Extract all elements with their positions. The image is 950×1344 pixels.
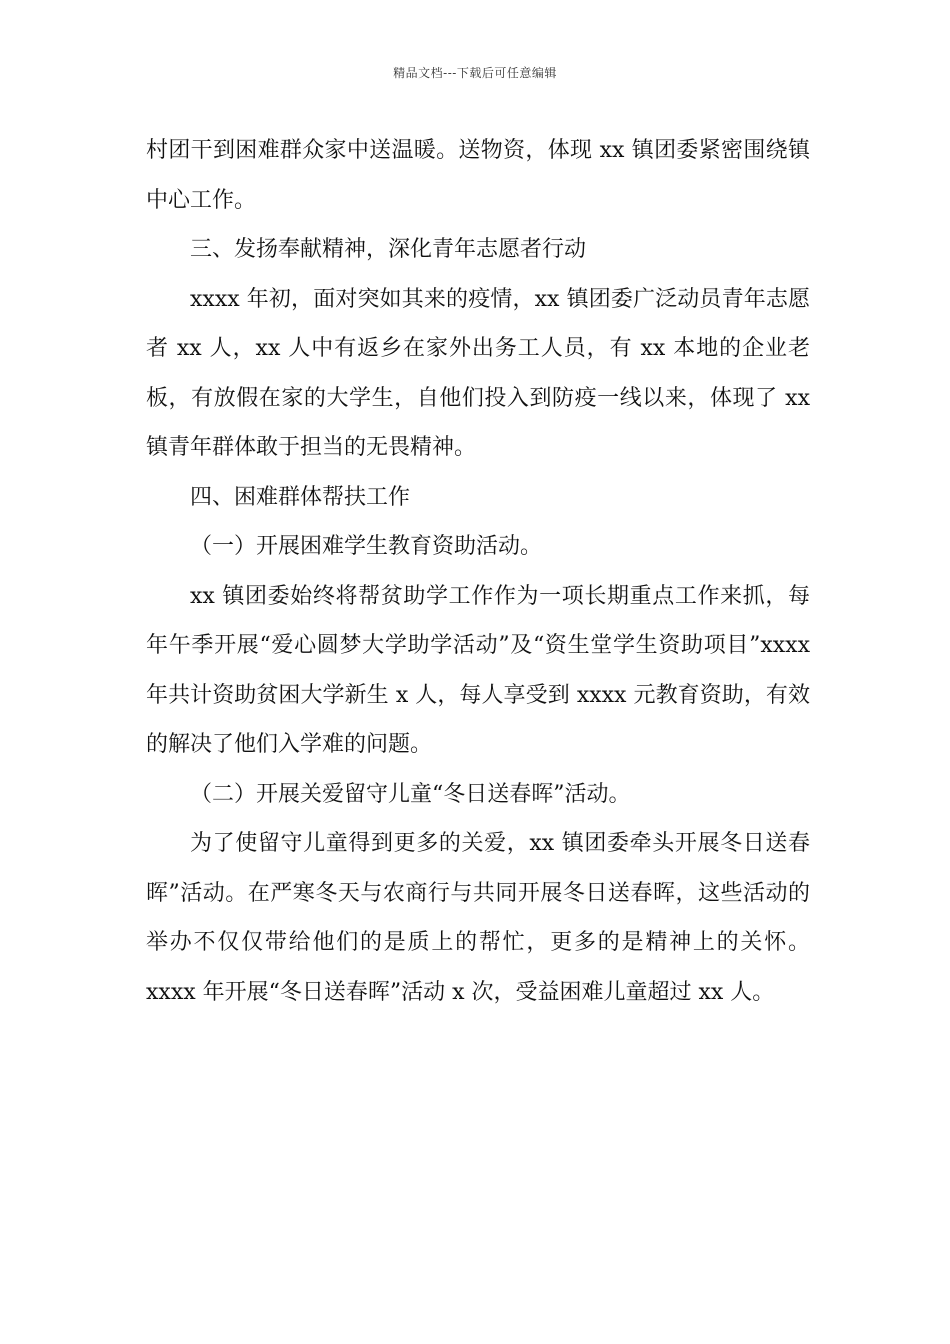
section-heading-4: 四、困难群体帮扶工作 (190, 484, 411, 510)
paragraph-student-aid: xx 镇团委始终将帮贫助学工作作为一项长期重点工作来抓，每年午季开展“爱心圆梦大学助学活动”及“资生堂学生资助项目”xxxx 年共计资助贫困大学新生 x 人，每人享受到 xxxx 元教育资助，有效的解决了他们入学难的问题。 (146, 583, 810, 757)
page-header: 精品文档---下载后可任意编辑 (393, 66, 557, 80)
document-body (146, 126, 810, 1017)
paragraph-continuation: 村团干到困难群众家中送温暖。送物资，体现 xx 镇团委紧密围绕镇中心工作。 (146, 138, 810, 213)
subheading-1: （一）开展困难学生教育资助活动。 (190, 534, 543, 559)
paragraph-volunteers: xxxx 年初，面对突如其来的疫情，xx 镇团委广泛动员青年志愿者 xx 人，xx 人中有返乡在家外出务工人员，有 xx 本地的企业老板，有放假在家的大学生，自他们投入到防疫一线以来，体现了 xx 镇青年群体敢于担当的无畏精神。 (146, 286, 810, 460)
paragraph-left-behind-children: 为了使留守儿童得到更多的关爱，xx 镇团委牵头开展冬日送春晖”活动。在严寒冬天与农商行与共同开展冬日送春晖，这些活动的举办不仅仅带给他们的是质上的帮忙，更多的是精神上的关怀。xxxx 年开展“冬日送春晖”活动 x 次，受益困难儿童超过 xx 人。 (146, 831, 810, 1005)
subheading-2: （二）开展关爱留守儿童“冬日送春晖”活动。 (190, 781, 631, 807)
section-heading-3: 三、发扬奉献精神，深化青年志愿者行动 (190, 237, 587, 262)
